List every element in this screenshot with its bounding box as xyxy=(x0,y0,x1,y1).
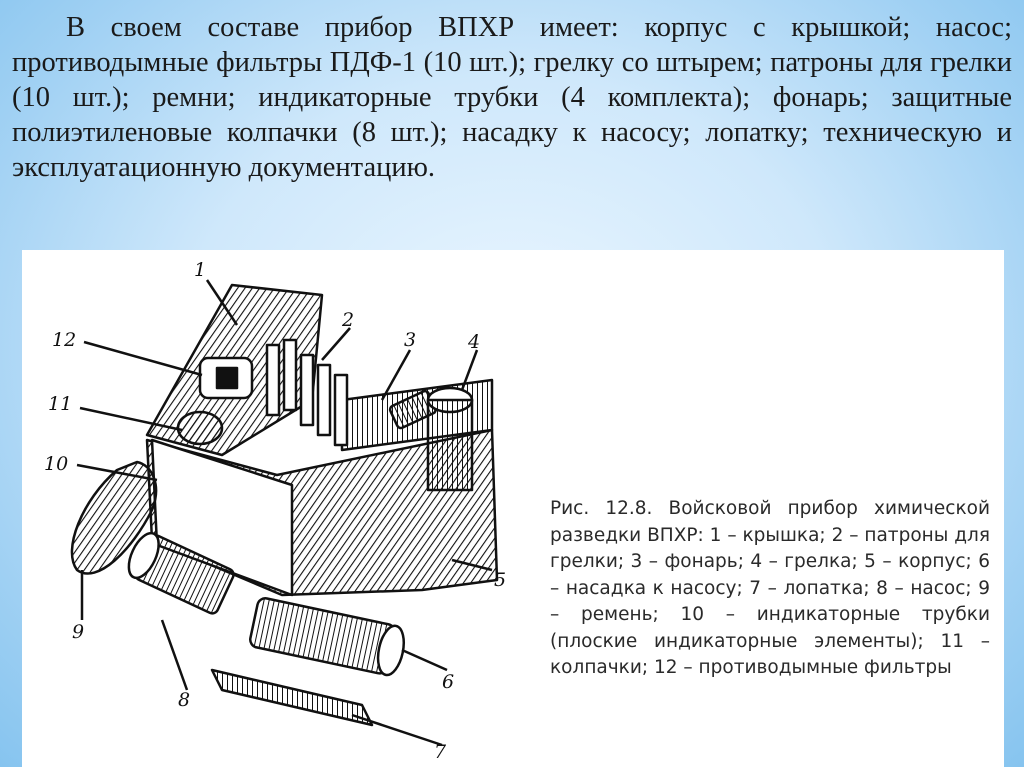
callout-8: 8 xyxy=(178,689,191,711)
device-illustration xyxy=(22,250,542,767)
callout-10: 10 xyxy=(44,453,69,475)
figure-panel xyxy=(22,250,1004,767)
callout-9: 9 xyxy=(72,621,85,643)
callout-12: 12 xyxy=(52,329,77,351)
callout-5: 5 xyxy=(494,569,507,591)
callout-7: 7 xyxy=(434,741,447,763)
cartridges-shape xyxy=(267,340,347,445)
intro-paragraph: В своем составе прибор ВПХР имеет: корпус с крышкой; насос; противодымные фильтры ПДФ-1 (10 шт.); грелку со штырем; патроны для грелки (10 шт.); ремни; индикаторные трубки (4 комплекта); фонарь; защитные полиэтиленовые колпачки (8 шт.); насадку к насосу; лопатку; техническую и эксплуатационную документацию. xyxy=(12,12,1012,183)
callout-6: 6 xyxy=(442,671,455,693)
callout-11: 11 xyxy=(48,393,73,415)
callout-3: 3 xyxy=(404,329,417,351)
callout-2: 2 xyxy=(342,309,355,331)
caps-shape xyxy=(178,412,222,444)
nozzle-shape xyxy=(249,597,408,678)
callout-1: 1 xyxy=(194,259,207,281)
callout-4: 4 xyxy=(468,331,481,353)
figure-caption: Рис. 12.8. Войсковой прибор химической разведки ВПХР: 1 – крышка; 2 – патроны для грелки; 3 – фонарь; 4 – грелка; 5 – корпус; 6 – насадка к насосу; 7 – лопатка; 8 – насос; 9 – ремень; 10 – индикаторные трубки (плоские индикаторные элементы); 11 – колпачки; 12 – противодымные фильтры xyxy=(550,498,990,678)
shovel-shape xyxy=(212,670,372,725)
